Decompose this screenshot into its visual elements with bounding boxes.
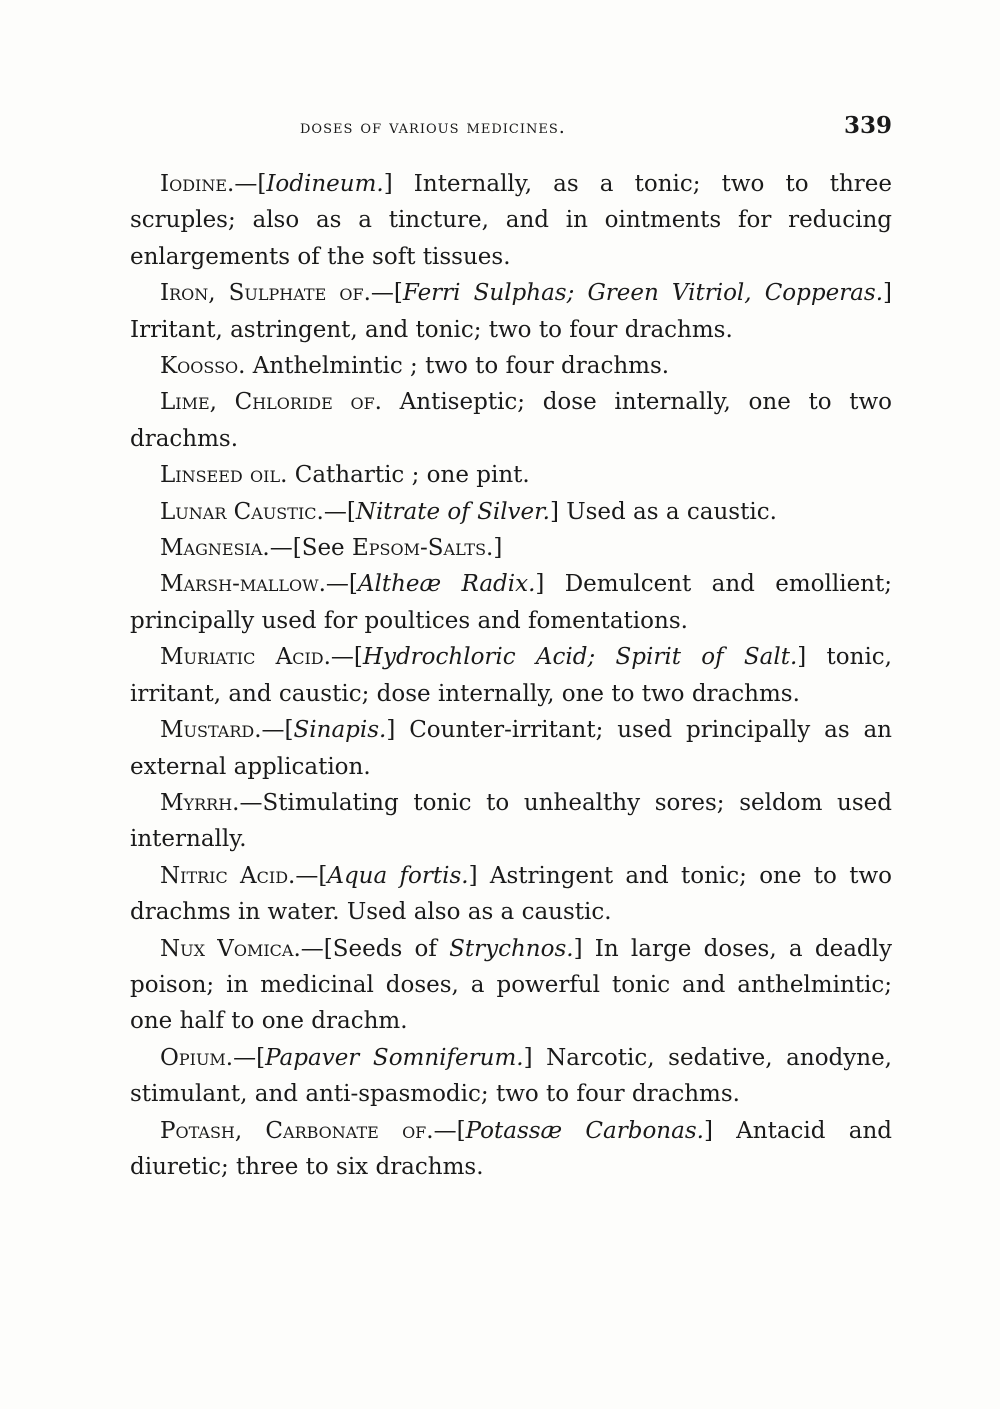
entry-text: —[ bbox=[233, 1044, 266, 1071]
entry-text: Cathartic ; one pint. bbox=[287, 462, 530, 489]
entry-text: —[See bbox=[269, 535, 352, 562]
entry-heading: Epsom-Salts. bbox=[351, 535, 494, 562]
dose-entry bbox=[130, 785, 892, 858]
entry-text: —[ bbox=[323, 498, 356, 525]
entry-text: ] Astringent and tonic; one to two drachms in water. Used also as a caustic. bbox=[130, 862, 892, 926]
entry-text: ] Internally, as a tonic; two to three scruples; also as a tincture, and in ointments for reducing enlargements of the soft tissues. bbox=[130, 171, 892, 270]
entry-heading: Iodine. bbox=[160, 171, 235, 197]
entry-text: —[ bbox=[325, 571, 358, 598]
entry-text: —[ bbox=[433, 1117, 466, 1144]
dose-entry bbox=[130, 639, 892, 712]
dose-entry bbox=[130, 275, 892, 348]
entry-latin-name: Aqua fortis. bbox=[327, 862, 469, 889]
dose-entry bbox=[130, 348, 892, 384]
dose-entry bbox=[130, 566, 892, 639]
dose-entry bbox=[130, 384, 892, 457]
entry-text: ] Used as a caustic. bbox=[549, 498, 777, 525]
entry-text: ] Demulcent and emollient; principally used for poultices and fomentations. bbox=[130, 571, 892, 634]
entry-text: ] Irritant, astringent, and tonic; two to four drachms. bbox=[130, 280, 892, 343]
entry-heading: Linseed oil. bbox=[160, 462, 288, 489]
entry-text: —[ bbox=[330, 644, 363, 671]
entry-text: —[Seeds of bbox=[300, 935, 450, 962]
entry-text: ] bbox=[493, 535, 503, 562]
dose-entry bbox=[130, 1113, 892, 1186]
dose-entry bbox=[130, 530, 892, 566]
entry-heading: Muriatic Acid. bbox=[160, 644, 331, 671]
entry-heading: Iron, Sulphate of. bbox=[160, 280, 371, 307]
entry-heading: Lime, Chloride of. bbox=[160, 389, 382, 416]
entry-text: —[ bbox=[295, 862, 328, 889]
entry-text: —[ bbox=[261, 717, 294, 744]
page-header bbox=[130, 112, 892, 146]
entry-text: —Stimulating tonic to unhealthy sores; seldom used internally. bbox=[130, 789, 892, 853]
entry-latin-name: Hydrochloric Acid; Spirit of Salt. bbox=[362, 644, 798, 671]
entry-latin-name: Potassæ Carbonas. bbox=[465, 1117, 704, 1144]
entry-text: ] tonic, irritant, and caustic; dose internally, one to two drachms. bbox=[130, 644, 892, 707]
entry-latin-name: Ferri Sulphas; Green Vitriol, Copperas. bbox=[402, 280, 884, 307]
dose-entry bbox=[130, 931, 892, 1040]
entry-text: Anthelmintic ; two to four drachms. bbox=[245, 353, 670, 380]
entry-latin-name: Nitrate of Silver. bbox=[355, 498, 550, 525]
entry-latin-name: Sinapis. bbox=[293, 717, 387, 744]
entry-text: ] Counter-irritant; used principally as an external application. bbox=[130, 717, 892, 780]
dose-entry bbox=[130, 166, 892, 275]
entry-text: Antiseptic; dose internally, one to two drachms. bbox=[130, 389, 892, 452]
running-title: doses of various medicines. bbox=[300, 116, 566, 138]
entry-text: ] Narcotic, sedative, anodyne, stimulant, and anti-spasmodic; two to four drachms. bbox=[130, 1044, 892, 1108]
entry-heading: Nux Vomica. bbox=[160, 935, 301, 962]
entry-heading: Nitric Acid. bbox=[160, 862, 296, 889]
dose-entry bbox=[130, 494, 892, 530]
entry-heading: Koosso. bbox=[160, 353, 246, 380]
entry-heading: Lunar Caustic. bbox=[160, 498, 324, 525]
entry-latin-name: Papaver Somniferum. bbox=[265, 1044, 524, 1071]
entry-latin-name: Altheæ Radix. bbox=[357, 571, 536, 598]
entry-heading: Magnesia. bbox=[160, 535, 270, 562]
entry-heading: Marsh-mallow. bbox=[160, 571, 326, 598]
body-text bbox=[130, 166, 892, 1185]
entry-heading: Opium. bbox=[160, 1044, 234, 1071]
entry-latin-name: Strychnos. bbox=[449, 935, 574, 962]
dose-entry bbox=[130, 858, 892, 931]
entry-heading: Mustard. bbox=[160, 717, 262, 744]
dose-entry bbox=[130, 457, 892, 493]
dose-entry bbox=[130, 1040, 892, 1113]
entry-text: ] Antacid and diuretic; three to six drachms. bbox=[130, 1117, 892, 1180]
entry-latin-name: Iodineum. bbox=[266, 171, 384, 197]
dose-entry bbox=[130, 712, 892, 785]
entry-text: ] In large doses, a deadly poison; in medicinal doses, a powerful tonic and anthelmintic; one half to one drachm. bbox=[130, 935, 892, 1035]
page-number: 339 bbox=[843, 112, 892, 139]
entry-text: —[ bbox=[370, 280, 403, 307]
entry-text: —[ bbox=[234, 171, 267, 197]
entry-heading: Myrrh. bbox=[160, 789, 240, 816]
entry-heading: Potash, Carbonate of. bbox=[160, 1117, 434, 1144]
